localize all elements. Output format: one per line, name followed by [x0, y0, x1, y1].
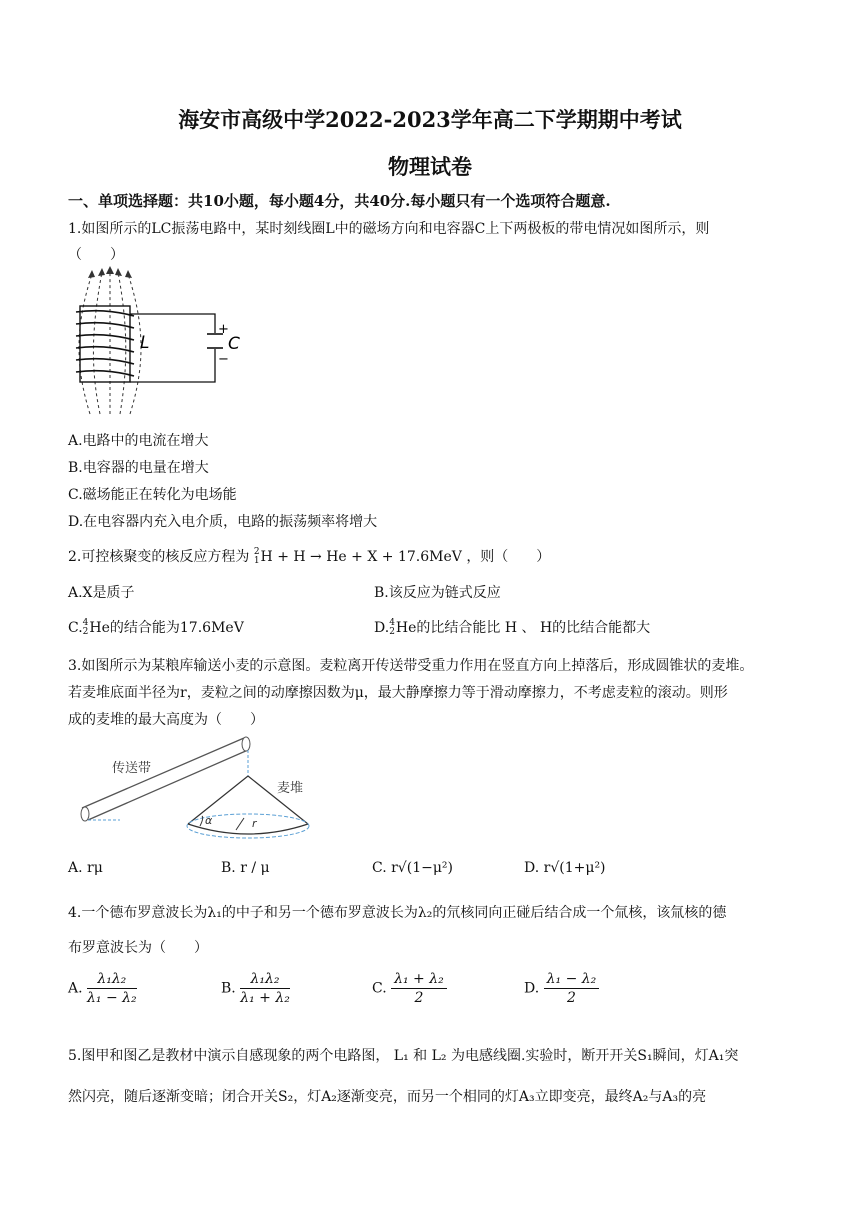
q1-option-c: C.磁场能正在转化为电场能 — [68, 487, 237, 503]
section-heading: 一、单项选择题：共10小题，每小题4分，共40分.每小题只有一个选项符合题意. — [68, 192, 611, 210]
numerator: λ₁λ₂ — [240, 970, 290, 989]
isotope-he4-numbers: 4 2 — [389, 618, 395, 637]
q2-option-b: B.该反应为链式反应 — [374, 585, 501, 601]
lc-circuit-figure — [70, 266, 260, 421]
wheat-conveyor-figure — [72, 732, 322, 842]
q4-stem-line1: 4.一个德布罗意波长为λ₁的中子和另一个德布罗意波长为λ₂的氘核同向正碰后结合成一个氚核，该氚核的德 — [68, 905, 727, 921]
numerator: λ₁λ₂ — [87, 970, 137, 989]
q2-stem-suffix: ，则（ ） — [466, 549, 551, 565]
q4-option-a-label: A. — [68, 980, 83, 997]
plus-sign: + — [218, 322, 229, 337]
q2-reaction: H + H → He + X + 17.6MeV — [260, 549, 462, 565]
q3-option-d: D. r√(1+μ²) — [524, 860, 606, 876]
label-C: C — [228, 334, 240, 354]
denominator: 2 — [566, 990, 576, 1006]
page-title: 海安市高级中学2022-2023学年高二下学期期中考试 — [178, 107, 682, 132]
label-L: L — [140, 333, 150, 353]
q3-stem-line2: 若麦堆底面半径为r，麦粒之间的动摩擦因数为μ，最大静摩擦力等于滑动摩擦力，不考虑麦粒的滚动。则形 — [68, 685, 728, 701]
q4-option-c — [372, 970, 447, 1007]
label-alpha: α — [205, 814, 213, 827]
q1-option-d: D.在电容器内充入电介质，电路的振荡频率将增大 — [68, 514, 378, 530]
q3-option-a: A. rμ — [68, 860, 103, 876]
q3-option-c: C. r√(1−μ²) — [372, 860, 453, 876]
q2-stem-prefix: 2.可控核聚变的核反应方程为 — [68, 549, 250, 565]
q4-option-b-label: B. — [221, 980, 236, 997]
q2-option-d — [374, 617, 650, 637]
q4-option-c-label: C. — [372, 980, 387, 997]
q4-option-b-fraction — [240, 970, 290, 1007]
q2-option-d-label: D. — [374, 620, 390, 636]
q5-stem-line1: 5.图甲和图乙是教材中演示自感现象的两个电路图， L₁ 和 L₂ 为电感线圈.实验时，断开开关S₁瞬间，灯A₁突 — [68, 1048, 739, 1064]
q2-option-c-label: C. — [68, 620, 83, 636]
q3-stem-line3: 成的麦堆的最大高度为（ ） — [68, 712, 264, 728]
label-belt: 传送带 — [112, 761, 152, 776]
q2-stem — [68, 546, 550, 566]
q1-option-a: A.电路中的电流在增大 — [68, 433, 209, 449]
q4-option-a — [68, 970, 137, 1007]
isotope-he4-numbers: 4 2 — [82, 618, 89, 637]
denominator: 2 — [414, 990, 424, 1006]
q2-option-a: A.X是质子 — [68, 585, 135, 601]
page-subtitle: 物理试卷 — [388, 154, 472, 179]
minus-sign: − — [218, 352, 229, 367]
q4-option-c-fraction — [391, 970, 447, 1007]
q4-option-b — [221, 970, 290, 1007]
q4-option-a-fraction — [87, 970, 137, 1007]
q2-option-c — [68, 617, 244, 637]
label-pile: 麦堆 — [277, 781, 304, 796]
q1-stem-line2: （ ） — [68, 247, 124, 263]
label-r: r — [252, 817, 257, 830]
q5-stem-line2: 然闪亮，随后逐渐变暗；闭合开关S₂，灯A₂逐渐变亮，而另一个相同的灯A₃立即变亮，最终A₂与A₃的亮 — [68, 1089, 707, 1105]
q4-stem-line2: 布罗意波长为（ ） — [68, 940, 208, 956]
q4-option-d-label: D. — [524, 980, 540, 997]
q4-option-d-fraction — [544, 970, 600, 1007]
isotope-h2-numbers: 2 1 — [253, 547, 260, 566]
denominator: λ₁ − λ₂ — [87, 990, 137, 1006]
denominator: λ₁ + λ₂ — [240, 990, 290, 1006]
q3-option-b: B. r / μ — [221, 860, 270, 876]
q2-option-c-text: He的结合能为17.6MeV — [89, 620, 244, 636]
q2-option-d-text: He的比结合能比 H 、 H的比结合能都大 — [395, 620, 651, 636]
numerator: λ₁ + λ₂ — [391, 970, 447, 989]
q1-stem-line1: 1.如图所示的LC振荡电路中，某时刻线圈L中的磁场方向和电容器C上下两极板的带电情况如图所示，则 — [68, 221, 710, 237]
q1-option-b: B.电容器的电量在增大 — [68, 460, 209, 476]
q3-stem-line1: 3.如图所示为某粮库输送小麦的示意图。麦粒离开传送带受重力作用在竖直方向上掉落后，形成圆锥状的麦堆。 — [68, 658, 754, 674]
q4-option-d — [524, 970, 599, 1007]
numerator: λ₁ − λ₂ — [544, 970, 600, 989]
